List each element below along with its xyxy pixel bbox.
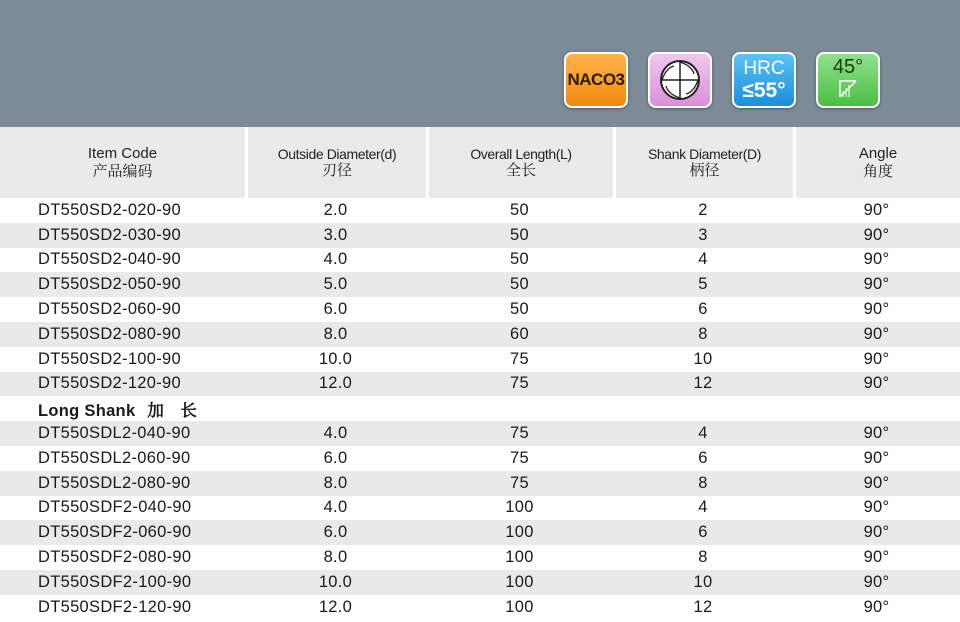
outside-diameter-cell: 4.0	[323, 424, 348, 443]
angle-cell: 90°	[863, 473, 890, 492]
shank-diameter-cell: 8	[698, 473, 708, 492]
header-label-zh: 全长	[505, 160, 536, 179]
overall-length-cell: 50	[510, 250, 529, 269]
overall-length-cell: 50	[510, 300, 529, 319]
shank-diameter-cell: 2	[698, 200, 708, 219]
item-code-cell: DT550SD2-030-90	[38, 225, 181, 244]
header-label-en: Item Code	[87, 145, 158, 163]
table-row	[0, 372, 960, 397]
hrc-value: ≤55°	[742, 79, 786, 102]
header-angle	[796, 127, 960, 198]
angle-cell: 90°	[863, 597, 890, 616]
outside-diameter-cell: 4.0	[323, 250, 348, 269]
outside-diameter-cell: 12.0	[318, 374, 353, 393]
angle-cell: 90°	[863, 448, 890, 467]
header-label-en: Shank Diameter(D)	[647, 145, 761, 162]
item-code-cell: DT550SDL2-060-90	[38, 448, 191, 467]
overall-length-cell: 50	[510, 200, 529, 219]
shank-diameter-cell: 4	[698, 250, 708, 269]
angle-cell: 90°	[863, 349, 890, 368]
item-code-cell: DT550SDF2-040-90	[38, 498, 192, 517]
item-code-cell: DT550SDL2-040-90	[38, 424, 191, 443]
outside-diameter-cell: 10.0	[318, 572, 353, 591]
outside-diameter-cell: 8.0	[323, 324, 348, 343]
chamfer-angle-icon	[837, 77, 859, 99]
outside-diameter-cell: 4.0	[323, 498, 348, 517]
overall-length-cell: 50	[510, 275, 529, 294]
overall-length-cell: 100	[505, 523, 534, 542]
shank-diameter-cell: 10	[693, 349, 713, 368]
shank-diameter-cell: 8	[698, 548, 708, 567]
hrc-hardness-badge	[732, 52, 796, 108]
outside-diameter-cell: 10.0	[318, 349, 353, 368]
overall-length-cell: 100	[505, 572, 534, 591]
naco3-coating-badge	[564, 52, 628, 108]
outside-diameter-cell: 2.0	[323, 200, 348, 219]
overall-length-cell: 75	[510, 473, 529, 492]
shank-diameter-cell: 12	[693, 374, 713, 393]
item-code-cell: DT550SDF2-120-90	[38, 597, 192, 616]
table-row	[0, 421, 960, 446]
item-code-cell: DT550SD2-020-90	[38, 200, 181, 219]
section-heading-long-shank	[0, 396, 960, 421]
overall-length-cell: 60	[510, 324, 529, 343]
table-row	[0, 223, 960, 248]
outside-diameter-cell: 5.0	[323, 275, 348, 294]
item-code-cell: DT550SDF2-080-90	[38, 548, 192, 567]
shank-diameter-cell: 10	[693, 572, 713, 591]
header-label-en: Overall Length(L)	[470, 145, 572, 162]
shank-diameter-cell: 6	[698, 523, 708, 542]
section-label-en: Long Shank	[38, 401, 136, 420]
header-outside-diameter	[248, 127, 426, 198]
shank-diameter-cell: 6	[698, 448, 708, 467]
shank-diameter-cell: 4	[698, 498, 708, 517]
overall-length-cell: 75	[510, 349, 529, 368]
overall-length-cell: 75	[510, 374, 529, 393]
angle-cell: 90°	[863, 523, 890, 542]
angle-cell: 90°	[863, 548, 890, 567]
outside-diameter-cell: 6.0	[323, 300, 348, 319]
table-row	[0, 545, 960, 570]
table-row	[0, 297, 960, 322]
header-label-zh: 柄径	[689, 160, 720, 179]
angle-badge	[816, 52, 880, 108]
outside-diameter-cell: 8.0	[323, 548, 348, 567]
overall-length-cell: 50	[510, 225, 529, 244]
angle-badge-label: 45°	[832, 56, 864, 78]
item-code-cell: DT550SD2-080-90	[38, 324, 181, 343]
angle-cell: 90°	[863, 250, 890, 269]
table-row	[0, 471, 960, 496]
item-code-cell: DT550SDL2-080-90	[38, 473, 191, 492]
angle-cell: 90°	[863, 324, 890, 343]
angle-cell: 90°	[863, 225, 890, 244]
angle-cell: 90°	[863, 200, 890, 219]
overall-length-cell: 75	[510, 424, 529, 443]
table-row	[0, 347, 960, 372]
angle-cell: 90°	[863, 498, 890, 517]
table-row	[0, 520, 960, 545]
angle-cell: 90°	[863, 300, 890, 319]
table-row	[0, 322, 960, 347]
naco3-label: NACO3	[567, 70, 625, 89]
header-overall-length	[429, 127, 613, 198]
top-banner	[0, 0, 960, 127]
outside-diameter-cell: 12.0	[318, 597, 353, 616]
outside-diameter-cell: 3.0	[323, 225, 348, 244]
header-label-en: Outside Diameter(d)	[277, 145, 397, 162]
table-row	[0, 198, 960, 223]
angle-cell: 90°	[863, 572, 890, 591]
table-body	[0, 198, 960, 620]
header-label-zh: 角度	[862, 161, 893, 180]
header-item-code	[0, 127, 245, 198]
overall-length-cell: 100	[505, 498, 534, 517]
angle-cell: 90°	[863, 275, 890, 294]
overall-length-cell: 75	[510, 448, 529, 467]
flute-badge	[648, 52, 712, 108]
outside-diameter-cell: 6.0	[323, 523, 348, 542]
table-row	[0, 570, 960, 595]
four-flute-cross-section-icon	[658, 58, 702, 102]
shank-diameter-cell: 4	[698, 424, 708, 443]
table-row	[0, 248, 960, 273]
shank-diameter-cell: 5	[698, 275, 708, 294]
overall-length-cell: 100	[505, 597, 534, 616]
angle-cell: 90°	[863, 374, 890, 393]
header-label-zh: 刃径	[321, 160, 352, 179]
section-label-zh: 加 长	[147, 400, 197, 420]
angle-cell: 90°	[863, 424, 890, 443]
shank-diameter-cell: 12	[693, 597, 713, 616]
item-code-cell: DT550SDF2-060-90	[38, 523, 192, 542]
header-shank-diameter	[616, 127, 793, 198]
hrc-label: HRC	[743, 58, 785, 79]
shank-diameter-cell: 8	[698, 324, 708, 343]
overall-length-cell: 100	[505, 548, 534, 567]
item-code-cell: DT550SD2-040-90	[38, 250, 181, 269]
header-label-zh: 产品编码	[92, 161, 153, 180]
item-code-cell: DT550SDF2-100-90	[38, 572, 192, 591]
item-code-cell: DT550SD2-060-90	[38, 300, 181, 319]
outside-diameter-cell: 6.0	[323, 448, 348, 467]
shank-diameter-cell: 3	[698, 225, 708, 244]
table-row	[0, 446, 960, 471]
table-row	[0, 272, 960, 297]
item-code-cell: DT550SD2-050-90	[38, 275, 181, 294]
section-label	[0, 397, 245, 421]
table-row	[0, 496, 960, 521]
shank-diameter-cell: 6	[698, 300, 708, 319]
header-label-en: Angle	[858, 145, 898, 163]
table-row	[0, 595, 960, 620]
table-header	[0, 127, 960, 198]
outside-diameter-cell: 8.0	[323, 473, 348, 492]
item-code-cell: DT550SD2-120-90	[38, 374, 181, 393]
item-code-cell: DT550SD2-100-90	[38, 349, 181, 368]
